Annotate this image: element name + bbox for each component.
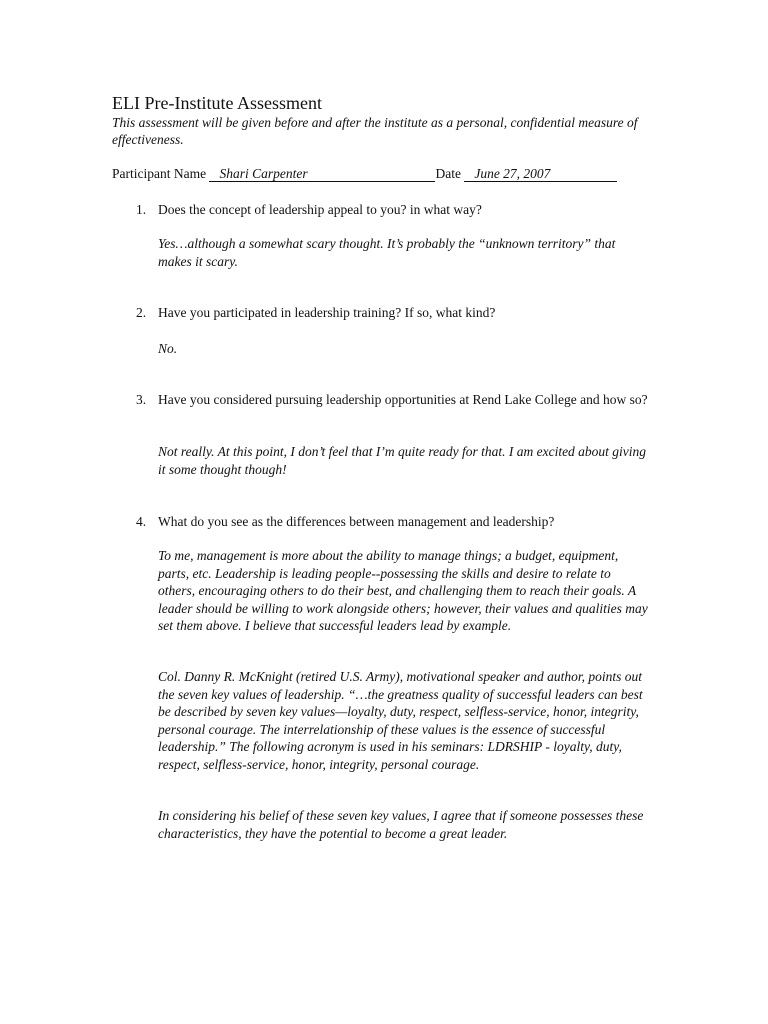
question-4 <box>136 513 656 530</box>
question-1 <box>136 201 656 218</box>
question-number: 2. <box>136 305 147 320</box>
question-3 <box>136 391 656 408</box>
question-text: Does the concept of leadership appeal to you? in what way? <box>158 202 482 217</box>
date-value: June 27, 2007 <box>464 166 617 182</box>
answer-4-paragraph-2: Col. Danny R. McKnight (retired U.S. Army), motivational speaker and author, points out the seven key values of leadership. “…the greatness quality of successful leaders can best be described by seven key values—loyalty, duty, respect, selfless-service, honor, integrity, personal courage. The interrelationship of these values is the essence of successful leadership.” The following acronym is used in his seminars: LDRSHIP - loyalty, duty, respect, selfless-service, honor, integrity, personal courage. <box>158 669 643 772</box>
date-label: Date <box>435 166 461 181</box>
question-text: What do you see as the differences between management and leadership? <box>158 514 555 529</box>
document-subtitle: This assessment will be given before and after the institute as a personal, confidential measure of effectiveness. <box>112 115 638 147</box>
question-2 <box>136 304 656 321</box>
question-number: 3. <box>136 392 147 407</box>
participant-name-label: Participant Name <box>112 166 207 181</box>
document-title: ELI Pre-Institute Assessment <box>112 93 322 113</box>
participant-line <box>112 165 617 182</box>
question-text: Have you participated in leadership training? If so, what kind? <box>158 305 496 320</box>
participant-name-value: Shari Carpenter <box>209 166 435 182</box>
answer-4-paragraph-3: In considering his belief of these seven key values, I agree that if someone possesses these characteristics, they have the potential to become a great leader. <box>158 808 644 841</box>
answer-1: Yes…although a somewhat scary thought. It’s probably the “unknown territory” that makes it scary. <box>158 236 616 269</box>
question-number: 1. <box>136 202 147 217</box>
answer-4-paragraph-1: To me, management is more about the ability to manage things; a budget, equipment, parts, etc. Leadership is leading people--possessing the skills and desire to relate to others, encouraging others to do their best, and challenging them to reach their goals. A leader should be willing to work alongside others; however, their values and qualities may set them above. I believe that successful leaders lead by example. <box>158 548 648 633</box>
answer-3: Not really. At this point, I don’t feel that I’m quite ready for that. I am excited about giving it some thought though! <box>158 444 647 477</box>
question-number: 4. <box>136 514 147 529</box>
answer-2: No. <box>158 341 178 356</box>
question-text: Have you considered pursuing leadership opportunities at Rend Lake College and how so? <box>158 392 648 407</box>
